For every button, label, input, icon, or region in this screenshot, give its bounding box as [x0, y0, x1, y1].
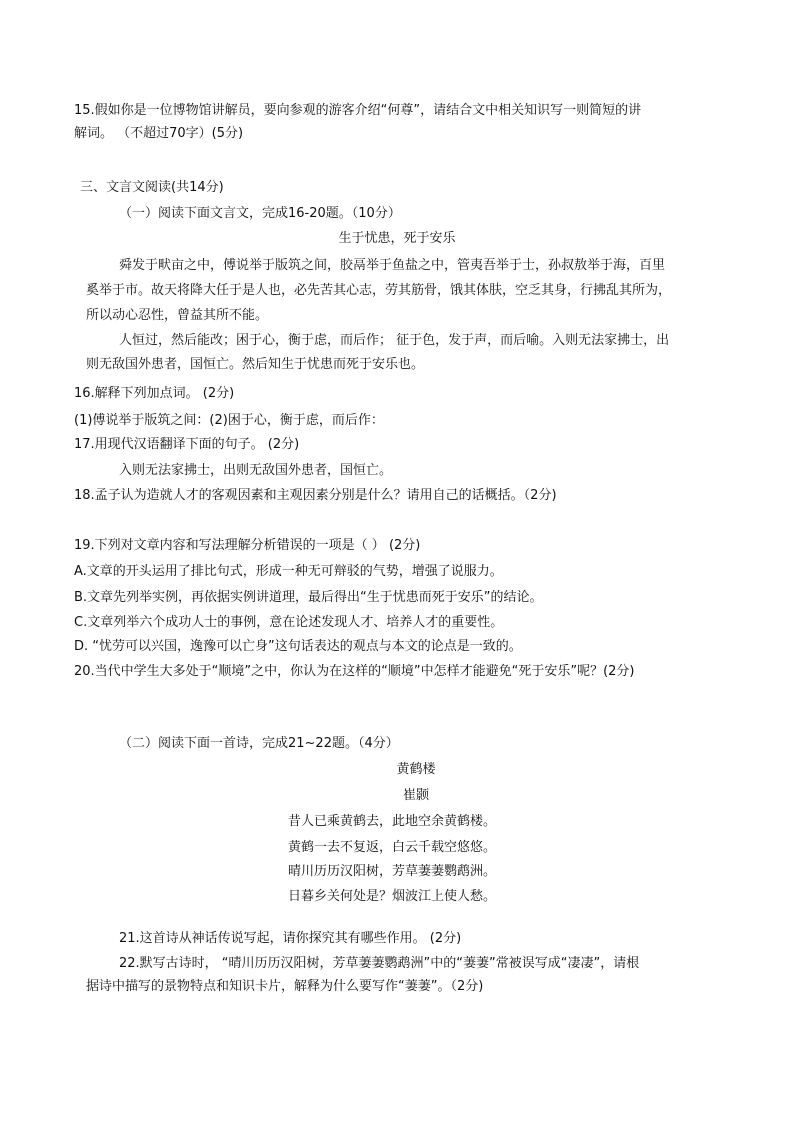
poem-line: 晴川历历汉阳树，芳草萋萋鹦鹉洲。	[287, 864, 496, 879]
passage-line: 奚举于市。故天将降大任于是人也，必先苦其心志，劳其筋骨，饿其体肤，空乏其身，行拂乱其所为，	[86, 283, 672, 298]
q16-items: (1)傅说举于版筑之间：(2)困于心，衡于虑，而后作：	[74, 413, 384, 428]
poem-line: 黄鹤一去不复返，白云千载空悠悠。	[287, 840, 496, 855]
q15-line-1: 15.假如你是一位博物馆讲解员，要向参观的游客介绍“何尊”，请结合文中相关知识写一则简短的讲	[74, 103, 642, 118]
q19-option-d: D. “忧劳可以兴国，逸豫可以亡身”这句话表达的观点与本文的论点是一致的。	[74, 639, 522, 654]
q22-line-2: 据诗中描写的景物特点和知识卡片，解释为什么要写作“萋萋”。（2分)	[86, 979, 484, 994]
passage-line: 舜发于畎亩之中，傅说举于版筑之间，胶鬲举于鱼盐之中，管夷吾举于士，孙叔敖举于海，百里	[119, 258, 666, 273]
q16-stem: 16.解释下列加点词。 (2分)	[74, 386, 235, 401]
passage-line: 人恒过，然后能改；困于心，衡于虑，而后作； 征于色，发于声，而后喻。入则无法家拂士，出	[119, 333, 670, 348]
part1-intro: （一）阅读下面文言文，完成16-20题。（10分）	[119, 206, 401, 221]
passage-line: 所以动心忍性，曾益其所不能。	[86, 308, 269, 323]
passage-line: 则无敌国外患者，国恒亡。然后知生于忧患而死于安乐也。	[86, 357, 425, 372]
poem-line: 昔人已乘黄鹤去，此地空余黄鹤楼。	[287, 814, 496, 829]
q21-stem: 21.这首诗从神话传说写起，请你探究其有哪些作用。 (2分)	[119, 931, 462, 946]
section-title: 三、文言文阅读(共14分)	[80, 180, 224, 195]
q19-option-c: C.文章列举六个成功人士的事例，意在论述发现人才、培养人才的重要性。	[74, 615, 504, 630]
q18-stem: 18.孟子认为造就人才的客观因素和主观因素分别是什么？请用自己的话概括。（2分)	[74, 488, 557, 503]
q17-sentence: 入则无法家拂士，出则无敌国外患者，国恒亡。	[119, 463, 393, 478]
q19-option-b: B.文章先列举实例，再依据实例讲道理，最后得出“生于忧患而死于安乐”的结论。	[74, 590, 543, 605]
q15-line-2: 解词。 （不超过70字）(5分)	[74, 126, 244, 141]
poem-title: 黄鹤楼	[396, 762, 436, 777]
part2-intro: （二）阅读下面一首诗，完成21~22题。（4分）	[119, 736, 399, 751]
poem-line: 日暮乡关何处是？烟波江上使人愁。	[287, 889, 496, 904]
q19-stem: 19.下列对文章内容和写法理解分析错误的一项是（ ） (2分)	[74, 538, 421, 553]
passage-title: 生于忧患，死于安乐	[338, 231, 456, 246]
poem-author: 崔颢	[402, 788, 429, 803]
q17-stem: 17.用现代汉语翻译下面的句子。 (2分)	[74, 437, 300, 452]
q20-stem: 20.当代中学生大多处于“顺境”之中，你认为在这样的“顺境”中怎样才能避免“死于安乐”呢？(2分)	[74, 664, 635, 679]
q22-line-1: 22.默写古诗时， “晴川历历汉阳树，芳草萋萋鹦鹉洲”中的“萋萋”常被误写成“凄凄”，请根	[119, 956, 640, 971]
q19-option-a: A.文章的开头运用了排比句式，形成一种无可辩驳的气势，增强了说服力。	[74, 564, 503, 579]
